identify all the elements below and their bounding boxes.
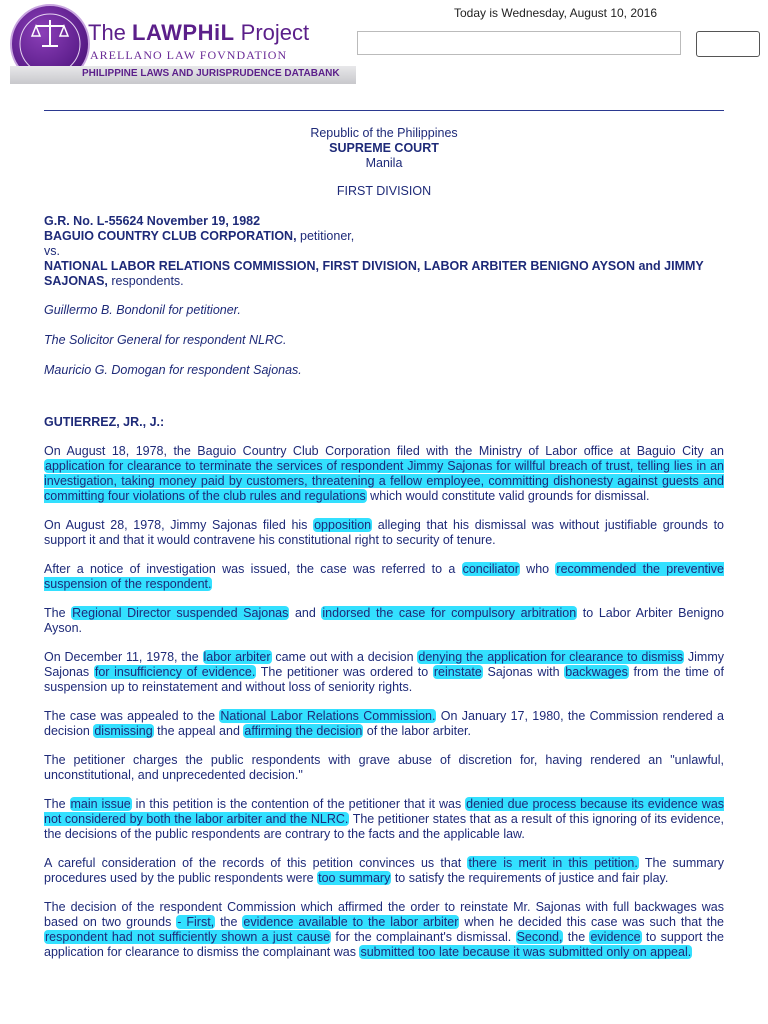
highlighted-text: evidence <box>590 930 641 944</box>
court-heading <box>44 126 724 199</box>
paragraph-text: the <box>563 930 590 944</box>
paragraph <box>44 444 724 504</box>
highlighted-text: too summary <box>318 871 391 885</box>
paragraph-text: The summary procedures used by the public respondents were <box>44 856 725 885</box>
highlighted-text: denied due process because its evidence was not considered by both the labor arbiter and the NLRC. <box>44 797 725 826</box>
search-button[interactable] <box>696 31 760 57</box>
highlighted-text: conciliator <box>462 562 519 576</box>
highlighted-text: National Labor Relations Commission. <box>220 709 436 723</box>
paragraph-text: Sajonas with <box>482 665 565 679</box>
paragraph-text: The petitioner charges the public respondents with grave abuse of discretion for, having rendered an "unlawful, unconstitutional, and unprecedented decision." <box>44 753 724 782</box>
court-name: SUPREME COURT <box>329 141 439 155</box>
paragraph-text: On December 11, 1978, the <box>44 650 203 664</box>
paragraph-text: The petitioner states that as a result of this ignoring of its evidence, the decisions of the public respondents are contrary to the facts and the applicable law. <box>44 812 724 841</box>
decision-body <box>44 444 724 960</box>
paragraph-text: to Labor Arbiter Benigno Ayson. <box>44 606 724 635</box>
highlighted-text: there is merit in this petition. <box>468 856 638 870</box>
search-input[interactable] <box>357 31 681 55</box>
highlighted-text: indorsed the case for compulsory arbitration <box>322 606 577 620</box>
ponente: GUTIERREZ, JR., J.: <box>44 415 165 429</box>
site-header <box>0 0 768 100</box>
highlighted-text: application for clearance to terminate the services of respondent Jimmy Sajonas for willful breach of trust, telling lies in an investigation, taking money paid by customers, threatening a fellow employee, committing dishonesty against guests and committing four violations of the club rules and regulations <box>44 459 724 503</box>
paragraph-text: A careful consideration of the records of this petition convinces us that <box>44 856 468 870</box>
paragraph <box>44 709 724 739</box>
versus: vs. <box>44 244 60 258</box>
division-name: FIRST DIVISION <box>336 184 432 198</box>
highlighted-text: recommended the preventive suspension of the respondent. <box>44 562 724 591</box>
highlighted-text: dismissing <box>94 724 153 738</box>
brand-title: The LAWPHiL Project <box>88 20 310 45</box>
highlighted-text: - First, <box>177 915 215 929</box>
paragraph-text: On January 17, 1980, the Commission rendered a decision <box>44 709 724 738</box>
paragraph <box>44 797 724 842</box>
highlighted-text: Second, <box>516 930 563 944</box>
paragraph-text: came out with a decision <box>271 650 418 664</box>
brand-banner <box>10 66 356 84</box>
highlighted-text: denying the application for clearance to dismiss <box>418 650 684 664</box>
highlighted-text: Regional Director suspended Sajonas <box>72 606 289 620</box>
paragraph <box>44 900 724 960</box>
highlighted-text: main issue <box>70 797 131 811</box>
paragraph-text: when he decided this case was such that the <box>459 915 724 929</box>
lawphil-logo[interactable] <box>10 4 356 84</box>
paragraph-text: On August 18, 1978, the Baguio Country Club Corporation filed with the Ministry of Labor office at Baguio City an <box>44 444 724 458</box>
banner-text: PHILIPPINE LAWS AND JURISPRUDENCE DATABANK <box>82 68 340 79</box>
paragraph-text: which would constitute valid grounds for dismissal. <box>366 489 650 503</box>
header-divider <box>44 110 724 111</box>
paragraph-text: The decision of the respondent Commission which affirmed the order to reinstate Mr. Sajonas with full backwages was based on two grounds <box>44 900 724 929</box>
highlighted-text: opposition <box>314 518 372 532</box>
paragraph <box>44 856 724 886</box>
paragraph-text: in this petition is the contention of the petitioner that it was <box>131 797 466 811</box>
paragraph-text: The case was appealed to the <box>44 709 220 723</box>
petitioner-line: BAGUIO COUNTRY CLUB CORPORATION, petitioner, <box>44 229 355 243</box>
paragraph-text: alleging that his dismissal was without justifiable grounds to support it and that it would contravene his constitutional right to security of tenure. <box>44 518 724 547</box>
paragraph-text: The petitioner was ordered to <box>256 665 433 679</box>
paragraph-text: The <box>44 797 70 811</box>
case-number: G.R. No. L-55624 November 19, 1982 <box>44 214 261 228</box>
respondent-line: NATIONAL LABOR RELATIONS COMMISSION, FIRST DIVISION, LABOR ARBITER BENIGNO AYSON and JIMMY SAJONAS, respondents. <box>44 259 704 288</box>
counsel-line: Guillermo B. Bondonil for petitioner. <box>44 303 241 317</box>
highlighted-text: for insufficiency of evidence. <box>94 665 256 679</box>
counsel-line: The Solicitor General for respondent NLRC. <box>44 333 287 347</box>
highlighted-text: evidence available to the labor arbiter <box>243 915 459 929</box>
paragraph <box>44 753 724 783</box>
paragraph-text: the appeal and <box>153 724 244 738</box>
today-date: Today is Wednesday, August 10, 2016 <box>454 6 658 20</box>
paragraph-text: for the complainant's dismissal. <box>331 930 516 944</box>
paragraph-text: After a notice of investigation was issued, the case was referred to a <box>44 562 462 576</box>
brand-subtitle: ARELLANO LAW FOVNDATION <box>90 48 288 62</box>
paragraph-text: to support the application for clearance to dismiss the complainant was <box>44 930 724 959</box>
highlighted-text: affirming the decision <box>244 724 363 738</box>
highlighted-text: reinstate <box>433 665 482 679</box>
case-caption <box>44 214 724 289</box>
decision-document <box>44 126 724 960</box>
paragraph-text: Jimmy Sajonas <box>44 650 725 679</box>
highlighted-text: backwages <box>565 665 628 679</box>
paragraph-text: and <box>289 606 322 620</box>
highlighted-text: submitted too late because it was submitted only on appeal. <box>360 945 692 959</box>
paragraph-text: the <box>215 915 243 929</box>
paragraph-text: of the labor arbiter. <box>363 724 471 738</box>
highlighted-text: respondent had not sufficiently shown a just cause <box>45 930 331 944</box>
paragraph <box>44 562 724 592</box>
paragraph <box>44 606 724 636</box>
paragraph-text: to satisfy the requirements of justice and fair play. <box>391 871 669 885</box>
paragraph <box>44 650 724 695</box>
counsel-list <box>44 303 724 378</box>
court-place: Manila <box>365 156 403 170</box>
highlighted-text: labor arbiter <box>203 650 271 664</box>
paragraph-text: On August 28, 1978, Jimmy Sajonas filed his <box>44 518 314 532</box>
counsel-line: Mauricio G. Domogan for respondent Sajonas. <box>44 363 302 377</box>
paragraph-text: from the time of suspension up to reinstatement and without loss of seniority rights. <box>44 665 724 694</box>
republic-line: Republic of the Philippines <box>310 126 458 140</box>
paragraph <box>44 518 724 548</box>
paragraph-text: who <box>519 562 556 576</box>
paragraph-text: The <box>44 606 72 620</box>
